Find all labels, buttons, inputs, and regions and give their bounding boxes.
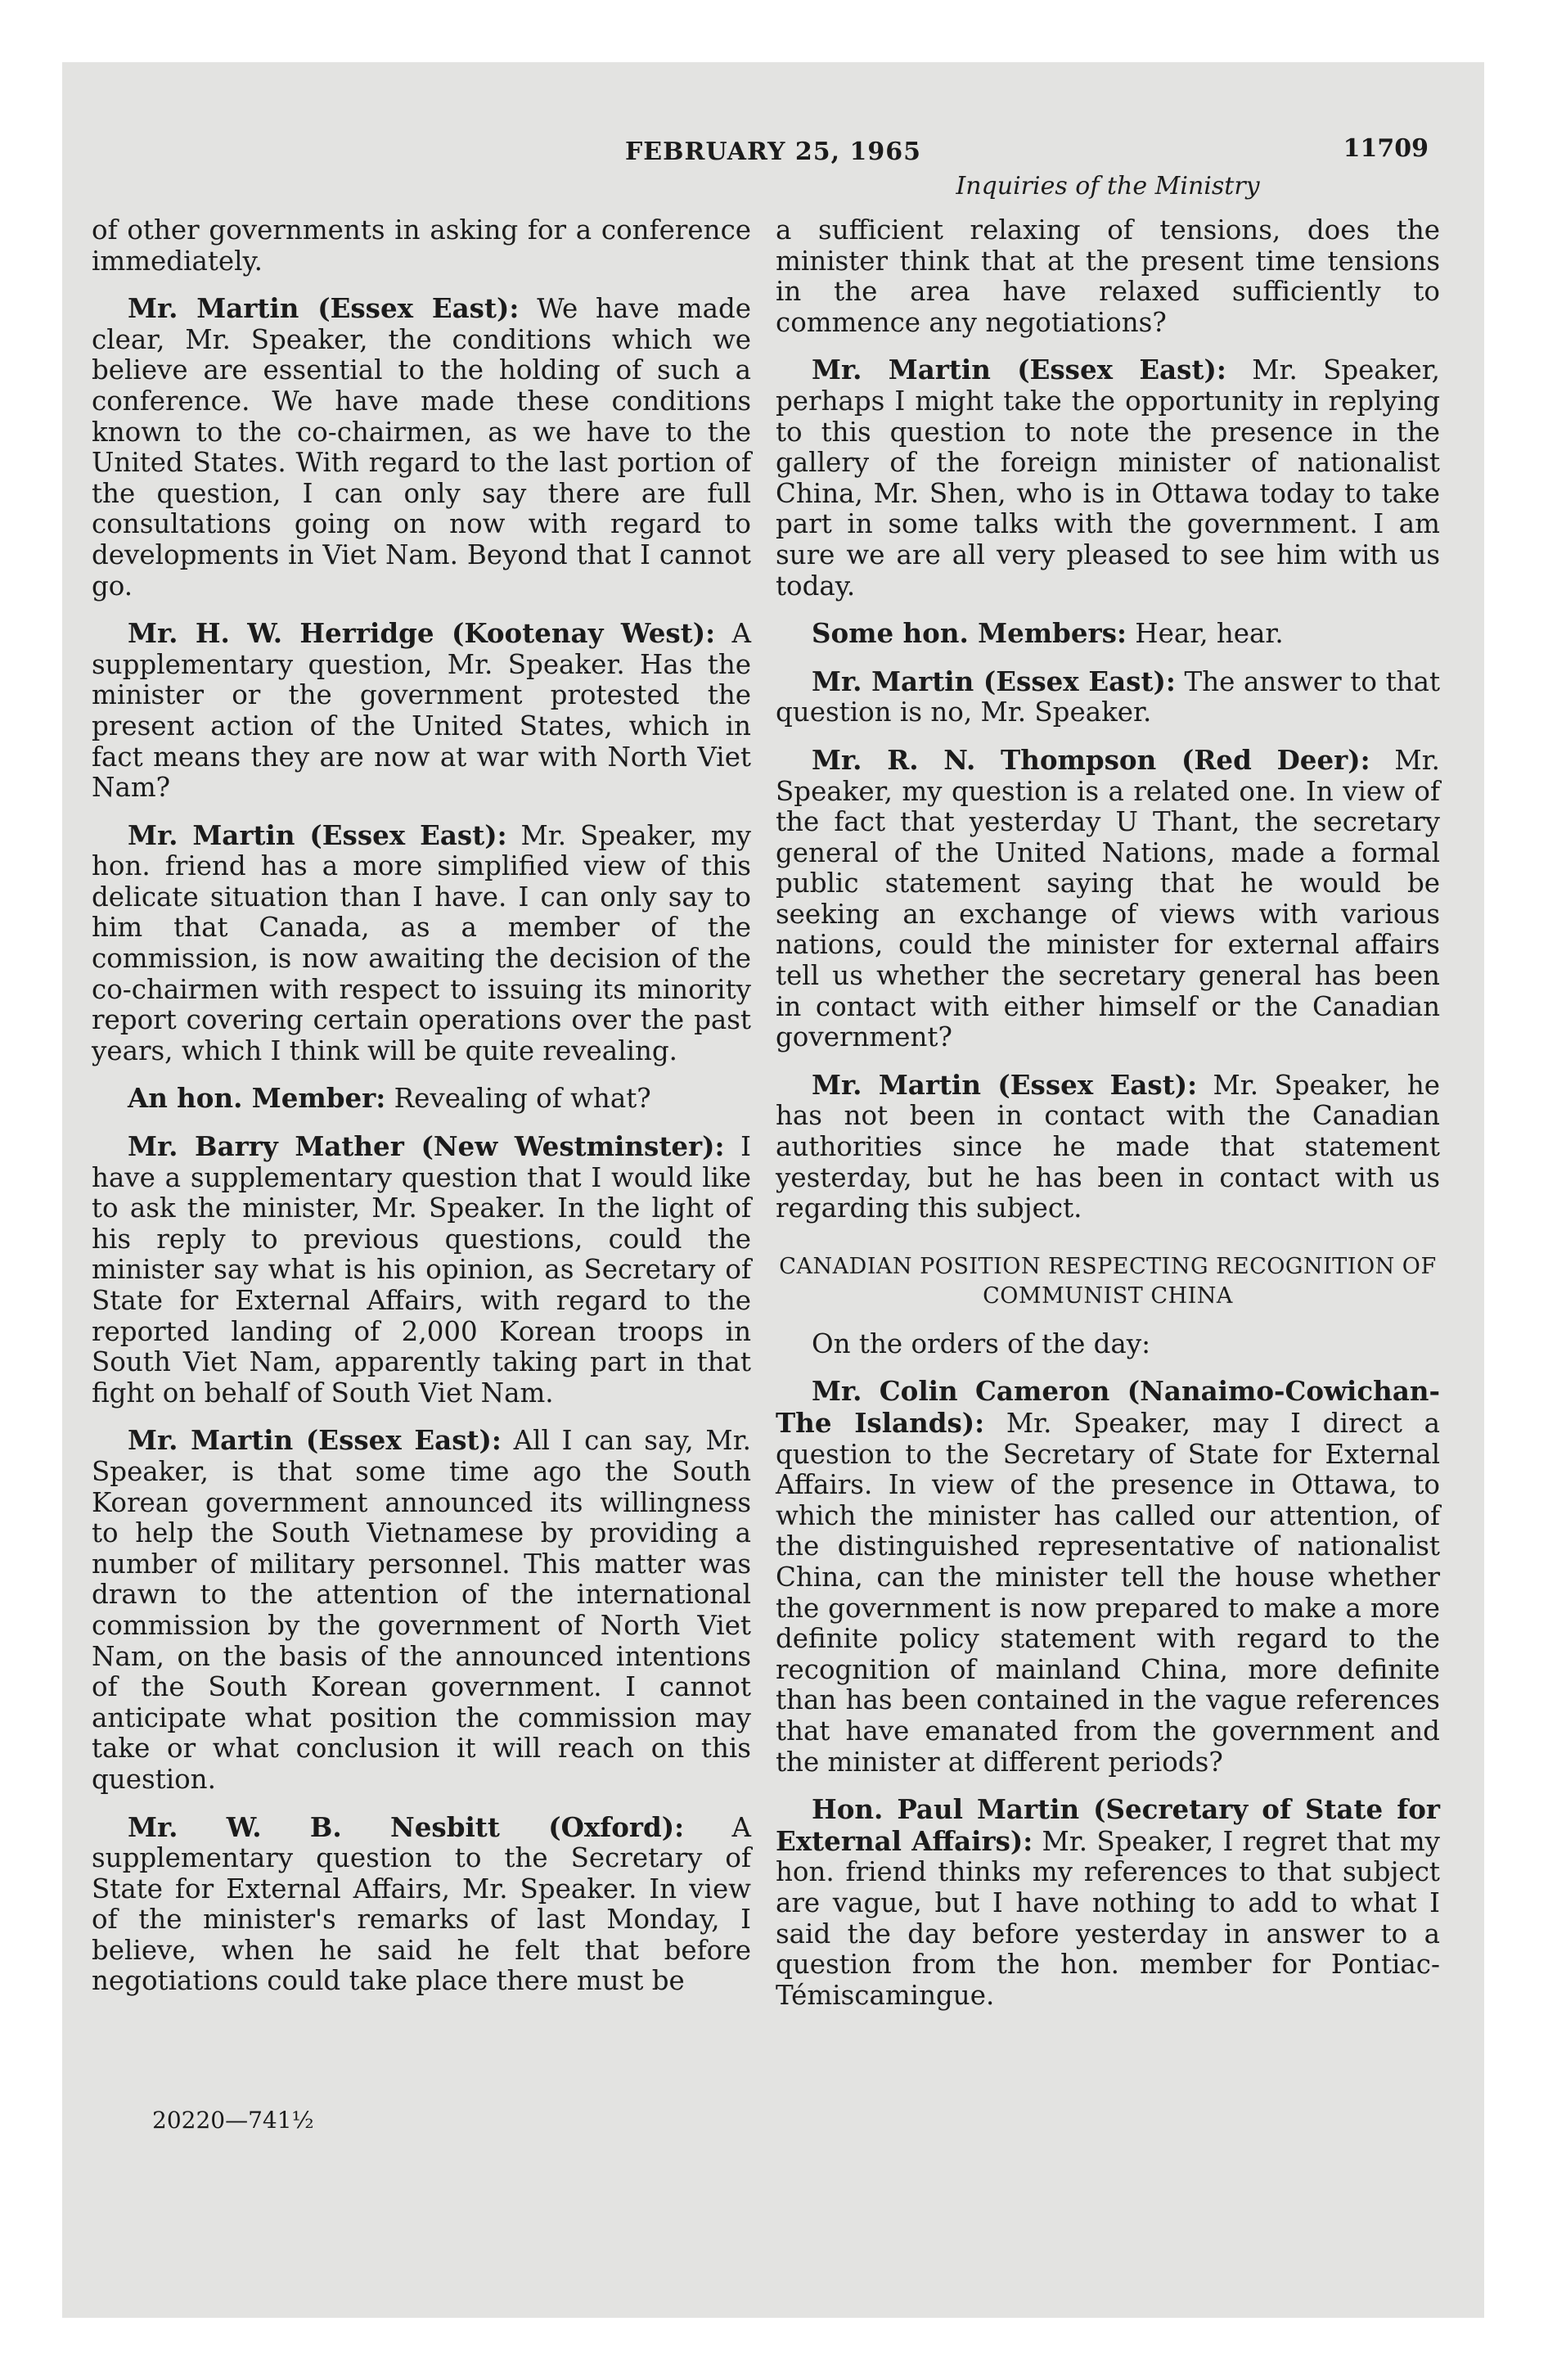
- running-title: Inquiries of the Ministry: [956, 172, 1260, 201]
- speech-text: We have made clear, Mr. Speaker, the conditions which we believe are essential to the holding of such a conference. We have made these conditions known to the co-chairmen, as we have to the United States. With regard to the last portion of the question, I can only say there are full consultations going on now with regard to developments in Viet Nam. Beyond that I cannot go.: [92, 293, 751, 602]
- speech-text: Mr. Speaker, my hon. friend has a more simplified view of this delicate situation than I have. I can only say to him that Canada, as a member of the commission, is now awaiting the decision of the co-chairmen with respect to issuing its minority report covering certain operations over the past years, which I think will be quite revealing.: [92, 819, 751, 1066]
- speaker: Mr. W. B. Nesbitt (Oxford):: [128, 1810, 685, 1843]
- speaker: Mr. Martin (Essex East):: [812, 1068, 1198, 1101]
- speaker: An hon. Member:: [128, 1082, 386, 1115]
- speech-text: I have a supplementary question that I would like to ask the minister, Mr. Speaker. In the light of his reply to previous questions, could the minister say what is his opinion, as Secretary of State for External Affairs, with regard to the reported landing of 2,000 Korean troops in South Viet Nam, apparently taking part in that fight on behalf of South Viet Nam.: [92, 1131, 752, 1409]
- speech-text: Mr. Speaker, I regret that my hon. friend thinks my references to that subject are vague, but I have nothing to add to what I said the day before yesterday in answer to a question from the hon. member for Pontiac-Témiscamingue.: [776, 1825, 1441, 2011]
- paragraph: [92, 214, 751, 277]
- paragraph: [776, 1070, 1440, 1224]
- speech-text: The answer to that question is no, Mr. Speaker.: [776, 665, 1441, 728]
- paragraph: [776, 666, 1440, 728]
- page-header: [62, 62, 1484, 201]
- paragraph: [92, 293, 751, 602]
- speaker: Mr. Martin (Essex East):: [812, 665, 1176, 697]
- paragraph: [92, 1083, 751, 1115]
- speaker: Mr. Martin (Essex East):: [128, 818, 507, 851]
- speech-text: A supplementary question, Mr. Speaker. Has the minister or the government protested the present action of the United States, which in fact means they are now at war with North Viet Nam?: [92, 618, 751, 804]
- speech-text: a sufficient relaxing of tensions, does the minister think that at the present time tensions in the area have relaxed sufficiently to commence any negotiations?: [776, 214, 1440, 338]
- speaker: Mr. Martin (Essex East):: [128, 292, 520, 325]
- speech-text: All I can say, Mr. Speaker, is that some time ago the South Korean government announced its willingness to help the South Vietnamese by providing a number of military personnel. This matter was drawn to the attention of the international commission by the government of North Viet Nam, on the basis of the announced intentions of the South Korean government. I cannot anticipate what position the commission may take or what conclusion it will reach on this question.: [92, 1425, 752, 1795]
- speech-text: Mr. Speaker, perhaps I might take the opportunity in replying to this question to note the presence in the gallery of the foreign minister of nationalist China, Mr. Shen, who is in Ottawa today to take part in some talks with the government. I am sure we are all very pleased to see him with us today.: [776, 354, 1441, 602]
- paragraph: [92, 1812, 751, 1998]
- paragraph: [776, 214, 1440, 338]
- speech-text: Hear, hear.: [1126, 618, 1284, 650]
- paragraph: [92, 618, 751, 804]
- section-heading: CANADIAN POSITION RESPECTING RECOGNITION OF COMMUNIST CHINA: [779, 1253, 1437, 1309]
- speaker: Mr. Martin (Essex East):: [128, 1424, 502, 1457]
- speech-text: of other governments in asking for a conference immediately.: [92, 214, 751, 277]
- speech-text: A supplementary question to the Secretary of State for External Affairs, Mr. Speaker. In view of the minister's remarks of last Monday, I believe, when he said he felt that before negotiations could take place there must be: [92, 1811, 751, 1997]
- speaker: Mr. R. N. Thompson (Red Deer):: [812, 743, 1370, 776]
- speech-text: Mr. Speaker, may I direct a question to the Secretary of State for External Affairs. In view of the presence in Ottawa, to which the minister has called our attention, of the distinguished representative of nationalist China, can the minister tell the house whether the government is now prepared to make a more definite policy statement with regard to the recognition of mainland China, more definite than has been contained in the vague references that have emanated from the government and the minister at different periods?: [776, 1408, 1440, 1778]
- speaker: Hon. Paul Martin (Secretary of State for External Affairs):: [776, 1793, 1440, 1857]
- page: [62, 62, 1484, 2318]
- paragraph: [776, 1376, 1440, 1778]
- print-code: 20220—741½: [152, 2107, 314, 2134]
- speaker: Mr. Barry Mather (New Westminster):: [128, 1130, 725, 1163]
- orders-of-the-day: On the orders of the day:: [812, 1327, 1151, 1359]
- paragraph: [92, 820, 751, 1067]
- paragraph: [92, 1425, 751, 1795]
- paragraph: [776, 618, 1440, 650]
- paragraph: [92, 1131, 751, 1409]
- paragraph: [776, 745, 1440, 1053]
- speech-text: Revealing of what?: [385, 1083, 651, 1115]
- speaker: Mr. H. W. Herridge (Kootenay West):: [128, 617, 716, 650]
- paragraph: [776, 1794, 1440, 2011]
- speaker: Mr. Martin (Essex East):: [812, 354, 1226, 386]
- speaker: Mr. Colin Cameron (Nanaimo-Cowichan-The Islands):: [776, 1375, 1440, 1439]
- speech-text: Mr. Speaker, my question is a related one. In view of the fact that yesterday U Thant, the secretary general of the United Nations, made a formal public statement saying that he would be seeking an exchange of views with various nations, could the minister for external affairs tell us whether the secretary general has been in contact with either himself or the Canadian government?: [776, 744, 1440, 1053]
- right-column: [776, 214, 1440, 2027]
- speech-text: Mr. Speaker, he has not been in contact with the Canadian authorities since he made that statement yesterday, but he has been in contact with us regarding this subject.: [776, 1069, 1440, 1224]
- paragraph: [776, 354, 1440, 602]
- page-number: 11709: [1343, 134, 1429, 163]
- left-column: [92, 214, 751, 2013]
- page-date: FEBRUARY 25, 1965: [625, 137, 921, 166]
- speaker: Some hon. Members:: [812, 617, 1127, 650]
